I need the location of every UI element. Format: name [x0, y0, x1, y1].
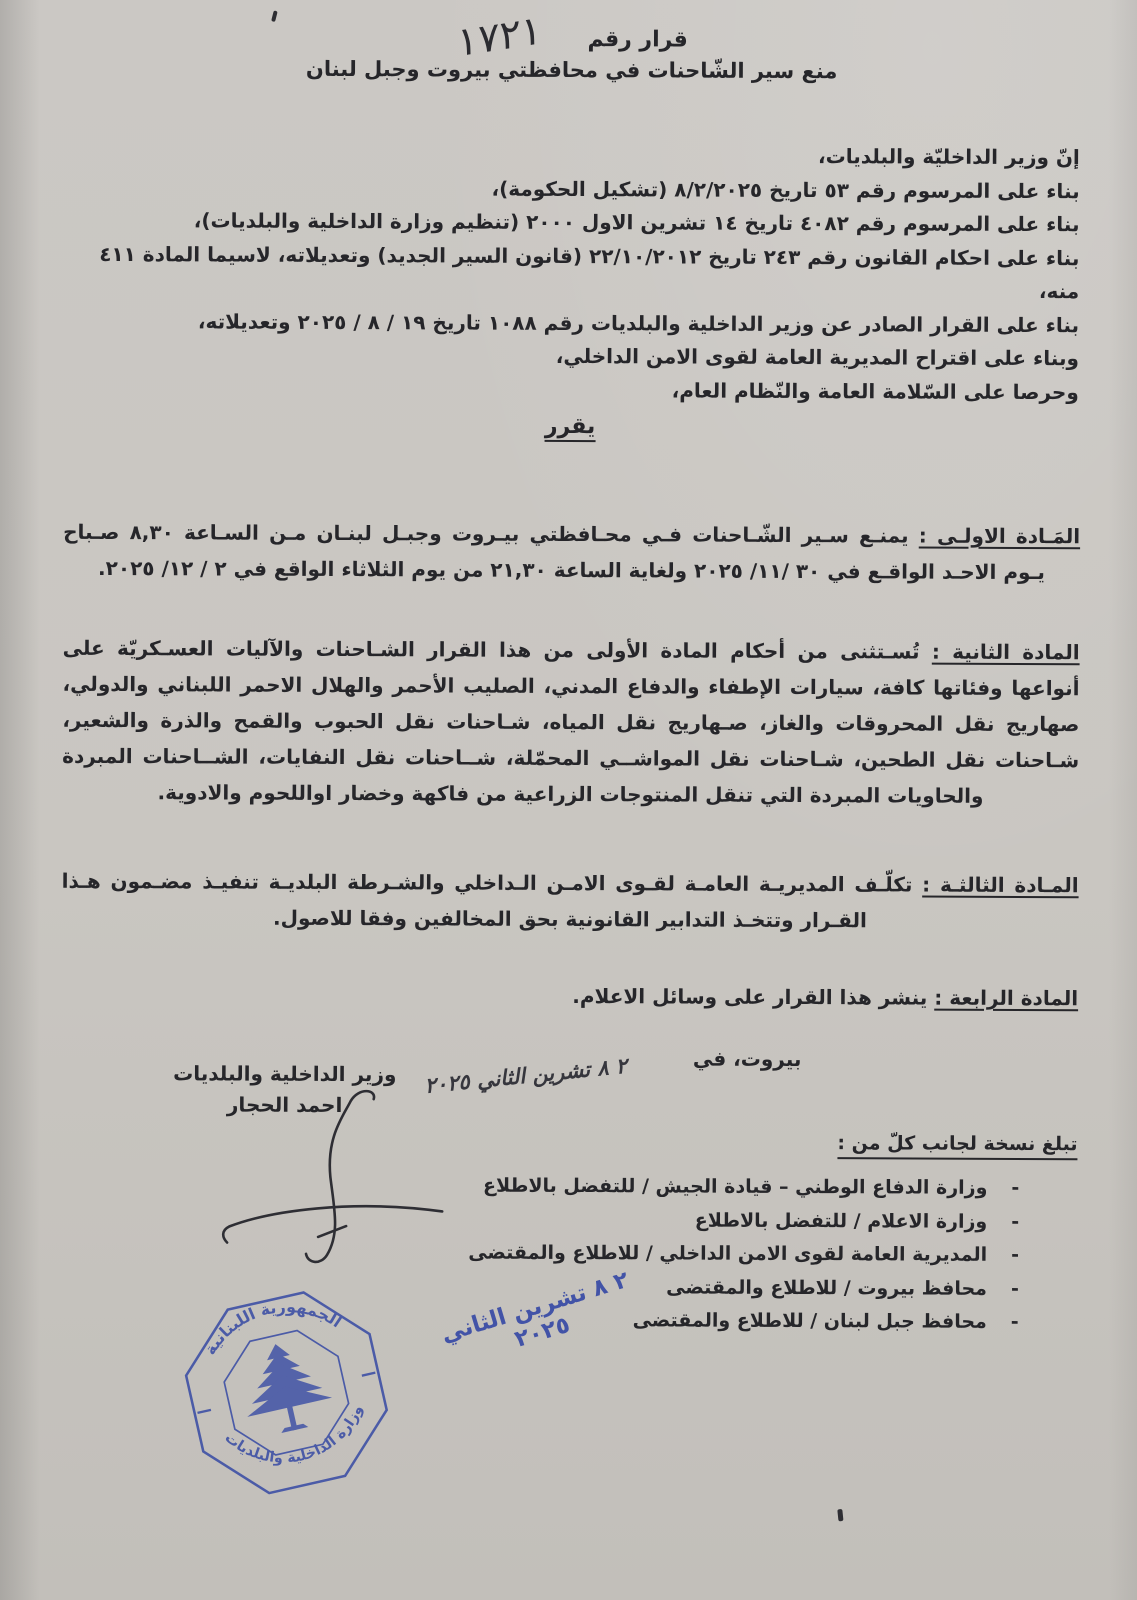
stamp-ministry-text: وزارة الداخلية والبلديات	[221, 1402, 367, 1467]
article-1-label: المَـادة الاولـى :	[918, 523, 1081, 549]
preamble-line: إنّ وزير الداخليّة والبلديات،	[818, 144, 1080, 170]
article-3-label: المـادة الثالثـة :	[922, 872, 1079, 898]
dash-bullet: -	[1011, 1210, 1020, 1233]
decision-subject: منع سير الشّاحنات في محافظتي بيروت وجبل لبنان	[305, 56, 838, 84]
article-1	[63, 514, 1080, 590]
article-4-text: ينشر هذا القرار على وسائل الاعلام.	[572, 984, 928, 1010]
preamble-line: بناء على المرسوم رقم ٥٣ تاريخ ٨/٢/٢٠٢٥ (تشكيل الحكومة)،	[491, 176, 1080, 203]
decision-number-label: قرار رقم	[587, 27, 688, 53]
distribution-item: - محافظ بيروت / للاطلاع والمقتضى	[378, 1270, 1019, 1306]
decision-number-handwritten: ١٧٢١	[456, 6, 542, 67]
decision-title-row	[3, 6, 1137, 67]
article-2-label: المادة الثانية :	[931, 639, 1080, 665]
article-2	[62, 630, 1080, 814]
preamble-line: وحرصا على السّلامة العامة والنّظام العام،	[671, 377, 1079, 404]
preamble-line: بناء على المرسوم رقم ٤٠٨٢ تاريخ ١٤ تشرين الاول ٢٠٠٠ (تنظيم وزارة الداخلية والبلديات)،	[193, 208, 1080, 237]
dash-bullet: -	[1011, 1243, 1020, 1266]
preamble-line: وبناء على اقتراح المديرية العامة لقوى الامن الداخلي،	[555, 343, 1079, 371]
dash-bullet: -	[1010, 1310, 1019, 1333]
ministry-octagonal-stamp	[159, 1264, 413, 1521]
distribution-heading: تبلغ نسخة لجانب كلّ من :	[837, 1132, 1077, 1160]
distribution-item: - المديرية العامة لقوى الامن الداخلي / للاطلاع والمقتضى	[378, 1236, 1019, 1272]
preamble-block	[62, 137, 1080, 409]
preamble-line: بناء على القرار الصادر عن وزير الداخلية والبلديات رقم ١٠٨٨ تاريخ ١٩ / ٨ / ٢٠٢٥ وتعديلاته،	[197, 308, 1080, 337]
distribution-item: - وزارة الاعلام / للتفضل بالاطلاع	[378, 1203, 1019, 1239]
ink-speck	[837, 1509, 843, 1521]
distribution-item: - وزارة الدفاع الوطني – قيادة الجيش / للتفضل بالاطلاع	[378, 1169, 1019, 1205]
article-4	[61, 976, 1078, 1016]
article-3	[61, 863, 1078, 939]
minister-title: وزير الداخلية والبلديات	[173, 1061, 397, 1087]
article-1-text: يمنـع سـير الشّـاحنات فـي محـافظتي بيـروت وجبـل لبنـان مـن السـاعة ٨,٣٠ صـباح يـوم الاحـد الواقـع في ٣٠ /١١/ ٢٠٢٥ ولغاية الساعة ٢١,٣٠ من يوم الثلاثاء الواقع في ٢ / ١٢/ ٢٠٢٥.	[63, 519, 1045, 585]
svg-text:وزارة الداخلية والبلديات	[219, 1400, 374, 1481]
distribution-item: - محافظ جبل لبنان / للاطلاع والمقتضى	[378, 1303, 1019, 1339]
article-3-text: تكلّـف المديريـة العامـة لقـوى الامـن الـداخلي والشـرطة البلديـة تنفيـذ مضـمون هـذا القـرار وتتخـذ التدابير القانونية بحق المخالفين وفقا للاصول.	[61, 868, 913, 933]
article-4-label: المادة الرابعة :	[934, 985, 1079, 1011]
stamp-country-text: الجمهورية اللبنانية	[200, 1296, 346, 1359]
issuance-place: بيروت، في	[692, 1046, 802, 1072]
issuance-date-stamp: ٢ ٨ تشرين الثاني ٢٠٢٥	[423, 1053, 629, 1098]
dash-bullet: -	[1010, 1277, 1019, 1300]
svg-text:الجمهورية اللبنانية	[193, 1283, 348, 1361]
blue-received-date-stamp: ٢ ٨ تشرين الثاني ٢٠٢٥	[438, 1266, 632, 1353]
cedar-tree-icon	[233, 1335, 337, 1440]
preamble-line: بناء على احكام القانون رقم ٢٤٣ تاريخ ٢٢/١٠/٢٠١٢ (قانون السير الجديد) وتعديلاته، لاسيما المادة ٤١١ منه،	[99, 241, 1080, 304]
article-2-text: تُسـتثنى من أحكام المادة الأولى من هذا القرار الشـاحنات والآليات العسـكريّة على أنواعها وفئاتها كافة، سيارات الإطفاء والدفاع المدني، الصليب الأحمر والهلال الاحمر اللبناني والدولي، صهاريج نقل المحروقات والغاز، صـهاريج نقل المياه، شـاحنات نقل الحبوب والقمح والذرة والشعير، شـاحنات نقل الطحين، شـاحنات نقل المواشــي المحمّلة، شــاحنات نقل النفايات، الشــاحنات المبردة والحاويات المبردة التي تنقل المنتوجات الزراعية من فاكهة وخضار اواللحوم والادوية.	[62, 635, 1080, 808]
decides-heading: يقرر	[2, 412, 1137, 442]
distribution-list	[378, 1130, 1078, 1340]
dash-bullet: -	[1011, 1176, 1020, 1199]
minister-name: احمد الحجار	[226, 1092, 343, 1118]
